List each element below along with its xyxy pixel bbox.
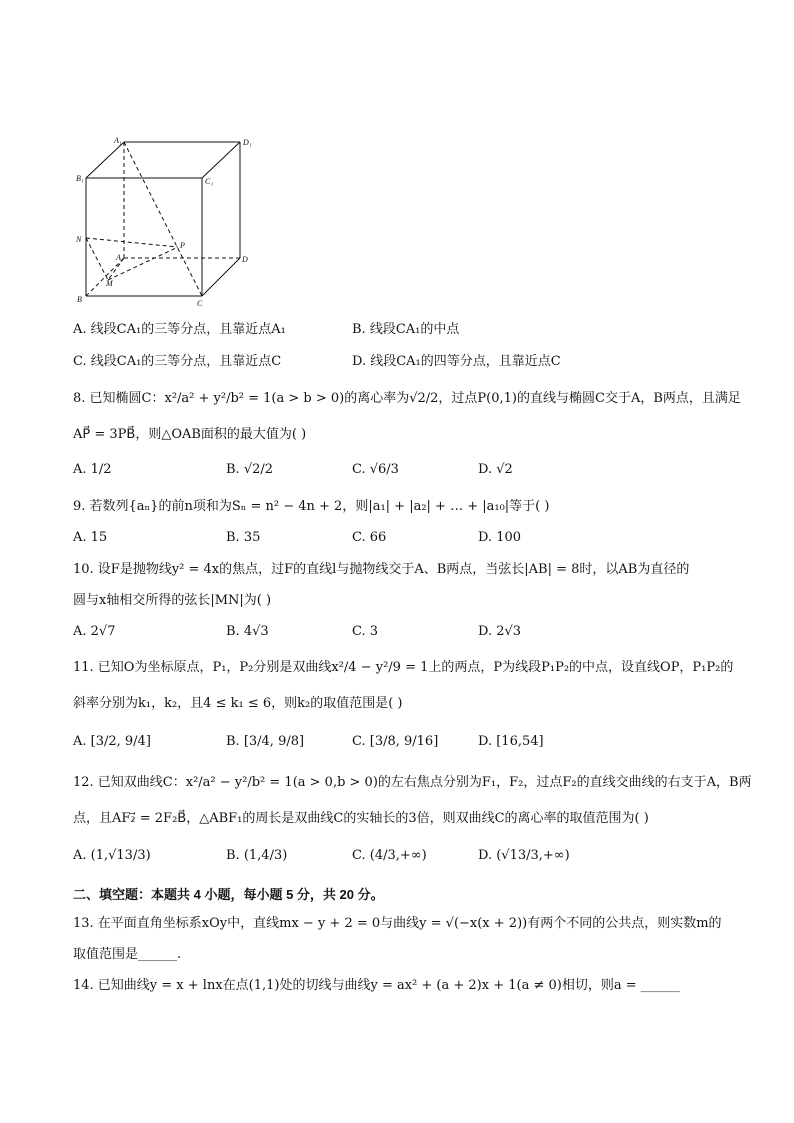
q14-text-line1: 14. 已知曲线y = x + lnx在点(1,1)处的切线与曲线y = ax² + (a + 2)x + 1(a ≠ 0)相切，则a = ______	[73, 978, 680, 993]
q11-text-line1: 11. 已知O为坐标原点，P₁，P₂分别是双曲线x²/4 − y²/9 = 1上的两点，P为线段P₁P₂的中点，设直线OP，P₁P₂的	[73, 660, 734, 675]
q11-option-c[interactable]: C. [3/8, 9/16]	[352, 734, 439, 749]
label-P: P	[180, 241, 185, 250]
q11-option-d[interactable]: D. [16,54]	[478, 734, 544, 749]
cube-figure	[72, 134, 262, 310]
q10-text-line2: 圆与x轴相交所得的弦长|MN|为( )	[73, 593, 272, 608]
label-M: M	[106, 279, 113, 288]
q11-text-line2: 斜率分别为k₁，k₂，且4 ≤ k₁ ≤ 6，则k₂的取值范围是( )	[73, 696, 403, 711]
cube-diagram	[72, 134, 262, 310]
q10-option-a[interactable]: A. 2√7	[73, 624, 116, 639]
label-D1: D₁	[243, 138, 252, 147]
q8-option-a[interactable]: A. 1/2	[73, 462, 112, 477]
q7-option-d[interactable]: D. 线段CA₁的四等分点，且靠近点C	[352, 354, 561, 369]
label-B: B	[77, 295, 82, 304]
q10-option-c[interactable]: C. 3	[352, 624, 379, 639]
q8-option-c[interactable]: C. √6/3	[352, 462, 399, 477]
q12-option-a[interactable]: A. (1,√13/3)	[73, 848, 151, 863]
q11-option-b[interactable]: B. [3/4, 9/8]	[226, 734, 305, 749]
q10-option-d[interactable]: D. 2√3	[478, 624, 522, 639]
q8-text-line2: AP⃗ = 3PB⃗，则△OAB面积的最大值为( )	[73, 427, 307, 442]
label-D: D	[242, 255, 248, 264]
label-B1: B₁	[76, 174, 84, 183]
label-C1: C₁	[205, 177, 214, 186]
q10-text-line1: 10. 设F是抛物线y² = 4x的焦点，过F的直线l与抛物线交于A、B两点，当弦长|AB| = 8时，以AB为直径的	[73, 562, 690, 577]
label-A: A	[116, 253, 121, 262]
q8-option-d[interactable]: D. √2	[478, 462, 513, 477]
q7-option-c[interactable]: C. 线段CA₁的三等分点，且靠近点C	[73, 354, 282, 369]
q9-option-d[interactable]: D. 100	[478, 530, 522, 545]
section-heading-fill-in: 二、填空题：本题共 4 小题，每小题 5 分，共 20 分。	[73, 887, 384, 902]
q12-text-line1: 12. 已知双曲线C：x²/a² − y²/b² = 1(a > 0,b > 0)的左右焦点分别为F₁，F₂，过点F₂的直线交曲线的右支于A，B两	[73, 775, 752, 790]
q9-option-b[interactable]: B. 35	[226, 530, 261, 545]
label-N: N	[76, 235, 82, 244]
q7-option-b[interactable]: B. 线段CA₁的中点	[352, 322, 460, 337]
q13-text-line2: 取值范围是______.	[73, 947, 182, 962]
q12-option-c[interactable]: C. (4/3,+∞)	[352, 848, 427, 863]
q9-option-c[interactable]: C. 66	[352, 530, 387, 545]
q12-option-b[interactable]: B. (1,4/3)	[226, 848, 288, 863]
q12-text-line2: 点，且AF₂⃗ = 2F₂B⃗，△ABF₁的周长是双曲线C的实轴长的3倍，则双曲线C的离心率的取值范围为( )	[73, 811, 649, 826]
q8-option-b[interactable]: B. √2/2	[226, 462, 274, 477]
q13-text-line1: 13. 在平面直角坐标系xOy中，直线mx − y + 2 = 0与曲线y = √(−x(x + 2))有两个不同的公共点，则实数m的	[73, 916, 722, 931]
q9-option-a[interactable]: A. 15	[73, 530, 108, 545]
q8-text-line1: 8. 已知椭圆C：x²/a² + y²/b² = 1(a > b > 0)的离心率为√2/2，过点P(0,1)的直线与椭圆C交于A，B两点，且满足	[73, 391, 741, 406]
q12-option-d[interactable]: D. (√13/3,+∞)	[478, 848, 570, 863]
label-A1: A₁	[114, 136, 122, 145]
q11-option-a[interactable]: A. [3/2, 9/4]	[73, 734, 151, 749]
q7-option-a[interactable]: A. 线段CA₁的三等分点，且靠近点A₁	[73, 322, 286, 337]
q10-option-b[interactable]: B. 4√3	[226, 624, 269, 639]
label-C: C	[197, 299, 203, 308]
q9-text-line1: 9. 若数列{aₙ}的前n项和为Sₙ = n² − 4n + 2，则|a₁| + |a₂| + … + |a₁₀|等于( )	[73, 499, 550, 514]
